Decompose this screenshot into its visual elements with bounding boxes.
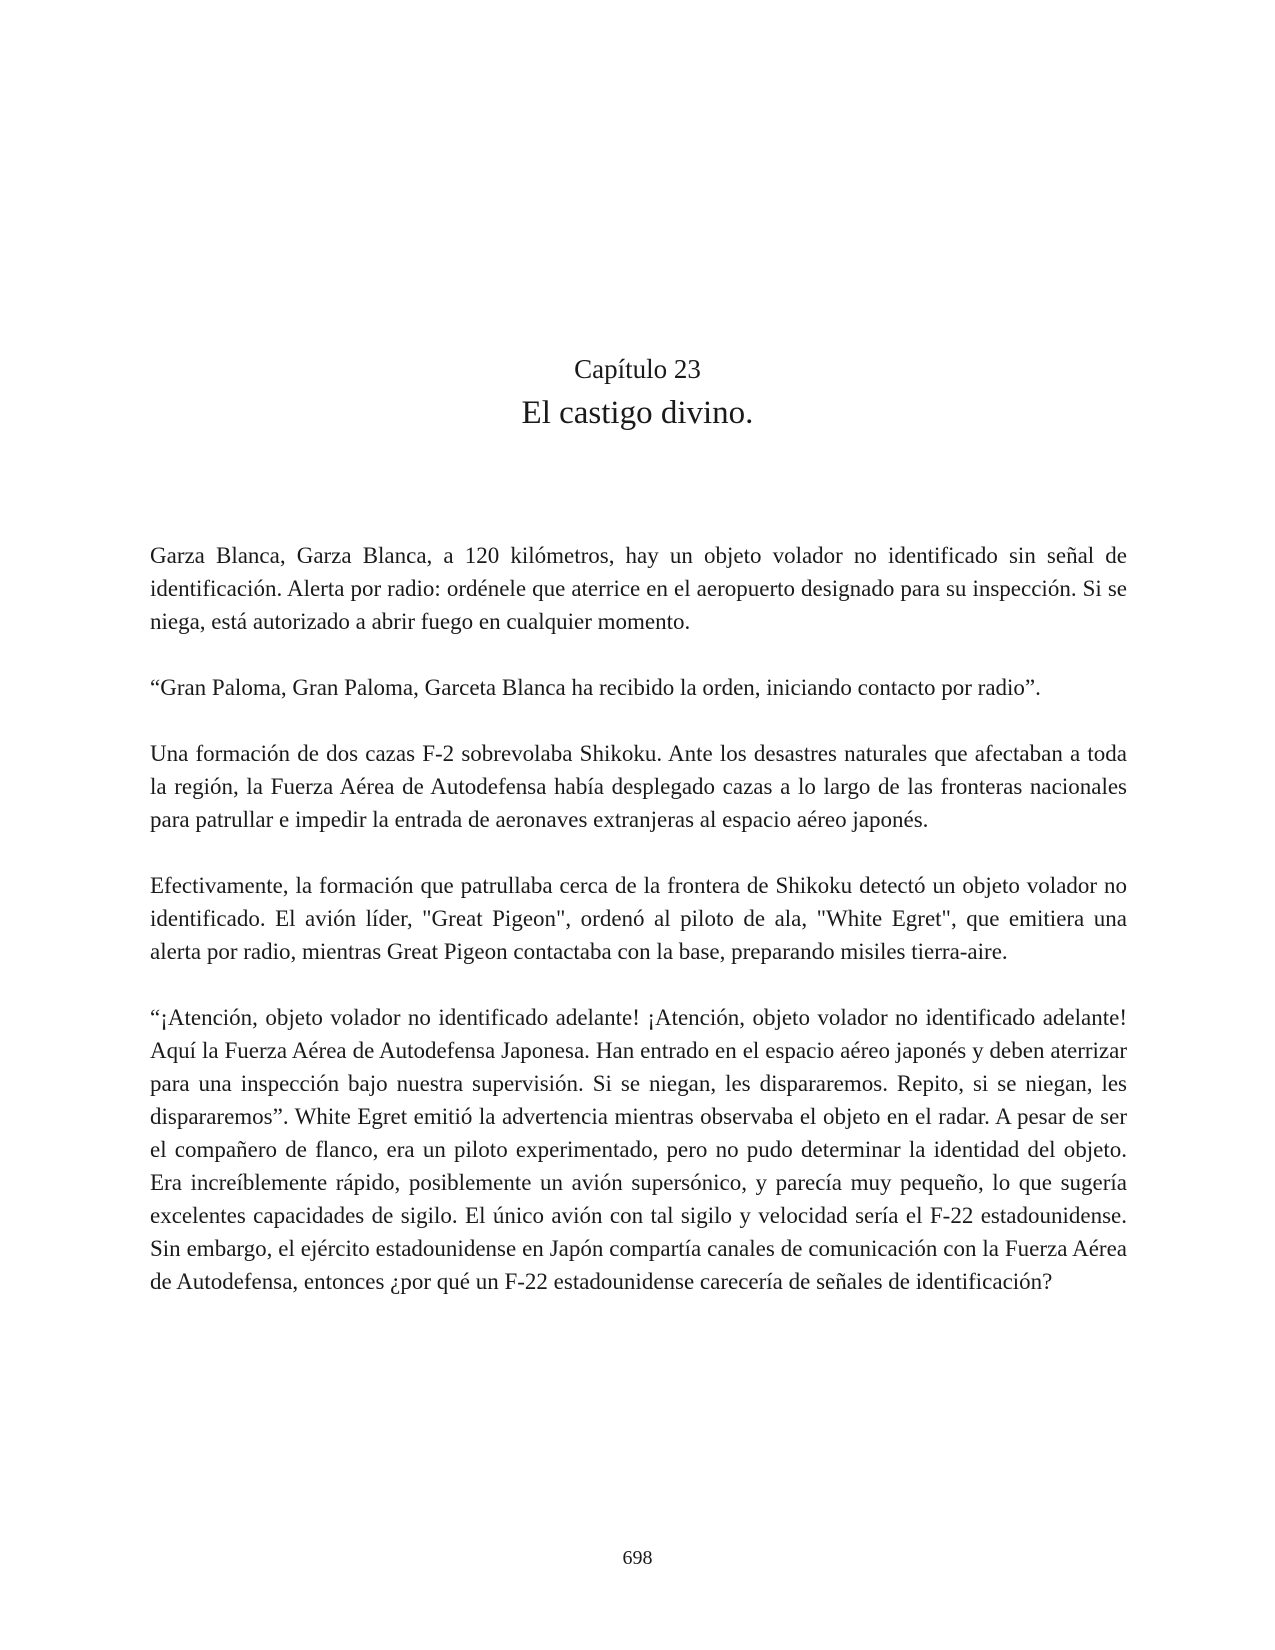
paragraph: Una formación de dos cazas F-2 sobrevolaba Shikoku. Ante los desastres naturales que afectaban a toda la región, la Fuerza Aérea de Autodefensa había desplegado cazas a lo largo de las fronteras nacionales para patrullar e impedir la entrada de aeronaves extranjeras al espacio aéreo japonés. — [150, 741, 1127, 832]
chapter-label: Capítulo 23 — [574, 354, 701, 384]
paragraph: Efectivamente, la formación que patrullaba cerca de la frontera de Shikoku detectó un objeto volador no identificado. El avión líder, "Great Pigeon", ordenó al piloto de ala, "White Egret", que emitiera una alerta por radio, mientras Great Pigeon contactaba con la base, preparando misiles tierra-aire. — [150, 873, 1127, 964]
paragraph: “¡Atención, objeto volador no identificado adelante! ¡Atención, objeto volador no identificado adelante! Aquí la Fuerza Aérea de Autodefensa Japonesa. Han entrado en el espacio aéreo japonés y deben aterrizar para una inspección bajo nuestra supervisión. Si se niegan, les dispararemos. Repito, si se niegan, les dispararemos”. White Egret emitió la advertencia mientras observaba el objeto en el radar. A pesar de ser el compañero de flanco, era un piloto experimentado, pero no pudo determinar la identidad del objeto. Era increíblemente rápido, posiblemente un avión supersónico, y parecía muy pequeño, lo que sugería excelentes capacidades de sigilo. El único avión con tal sigilo y velocidad sería el F-22 estadounidense. Sin embargo, el ejército estadounidense en Japón compartía canales de comunicación con la Fuerza Aérea de Autodefensa, entonces ¿por qué un F-22 estadounidense carecería de señales de identificación? — [150, 1005, 1127, 1294]
paragraph: Garza Blanca, Garza Blanca, a 120 kilómetros, hay un objeto volador no identificado sin señal de identificación. Alerta por radio: ordénele que aterrice en el aeropuerto designado para su inspección. Si se niega, está autorizado a abrir fuego en cualquier momento. — [150, 543, 1127, 634]
chapter-title: El castigo divino. — [521, 395, 754, 431]
paragraph: “Gran Paloma, Gran Paloma, Garceta Blanca ha recibido la orden, iniciando contacto por radio”. — [150, 675, 1041, 700]
body-text — [150, 539, 1127, 1331]
page-number: 698 — [622, 1547, 653, 1569]
